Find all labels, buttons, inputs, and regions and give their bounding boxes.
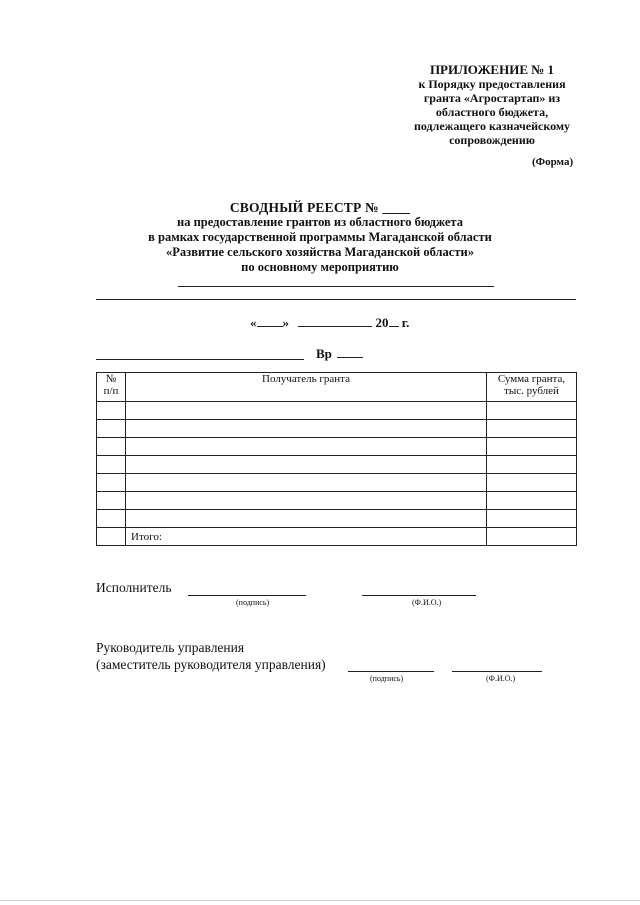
table-row (97, 438, 577, 456)
table-row (97, 456, 577, 474)
register-date (250, 315, 409, 331)
head-label-line2: (заместитель руководителя управления) (96, 657, 326, 672)
col-header-number (97, 373, 126, 402)
appendix-title: ПРИЛОЖЕНИЕ № 1 (429, 62, 555, 77)
register-line: по основному мероприятию (241, 260, 399, 274)
head-fio-caption: (Ф.И.О.) (486, 674, 516, 683)
col-number-line: № (105, 373, 117, 385)
appendix-line: сопровождению (449, 133, 535, 147)
appendix-line: гранта «Агростартап» из (423, 91, 561, 105)
vr-blank (337, 346, 363, 358)
table-total-row (97, 528, 577, 546)
col-amount-line: Сумма гранта, (497, 373, 566, 385)
table-row (97, 492, 577, 510)
appendix-header (372, 63, 612, 147)
col-number-line: п/п (103, 385, 119, 397)
date-open-quote: « (250, 315, 257, 330)
date-month-blank (298, 315, 372, 327)
register-line: на предоставление грантов из областного бюджета (177, 215, 463, 229)
executor-fio-line (362, 595, 476, 596)
vr-label: Вр (316, 346, 332, 361)
table-row (97, 510, 577, 528)
vr-field (316, 346, 363, 362)
col-amount-line: тыс. рублей (504, 385, 559, 397)
table-row (97, 402, 577, 420)
table-row (97, 420, 577, 438)
head-label-line1: Руководитель управления (96, 640, 245, 655)
date-close-quote: » (282, 315, 289, 330)
page-bottom-edge (0, 900, 640, 901)
register-table (96, 372, 577, 546)
date-year-blank (389, 315, 399, 327)
register-title: СВОДНЫЙ РЕЕСТР № ____ (229, 200, 411, 215)
table-header-row (97, 373, 577, 402)
head-sign-caption: (подпись) (370, 674, 404, 683)
date-year-prefix: 20 (375, 315, 389, 330)
executor-sign-line (188, 595, 306, 596)
table-row (97, 474, 577, 492)
form-label: (Форма) (532, 156, 574, 168)
date-day-blank (257, 315, 283, 327)
total-label: Итого: (126, 528, 487, 546)
head-sign-line (348, 671, 434, 672)
register-line: в рамках государственной программы Магаданской области (148, 230, 492, 244)
appendix-line: к Порядку предоставления (418, 77, 566, 91)
col-header-recipient: Получатель гранта (126, 373, 487, 402)
col-header-amount (487, 373, 577, 402)
head-fio-line (452, 671, 542, 672)
organization-fill-line (96, 359, 304, 360)
executor-fio-caption: (Ф.И.О.) (412, 598, 442, 607)
executor-label: Исполнитель (96, 580, 172, 595)
activity-fill-line-2 (96, 299, 576, 300)
appendix-line: областного бюджета, (435, 105, 549, 119)
executor-sign-caption: (подпись) (236, 598, 270, 607)
date-year-suffix: г. (398, 315, 410, 330)
appendix-line: подлежащего казначейскому (413, 119, 571, 133)
register-heading (80, 200, 560, 275)
register-line: «Развитие сельского хозяйства Магаданской области» (166, 245, 474, 259)
activity-fill-line (178, 286, 494, 287)
